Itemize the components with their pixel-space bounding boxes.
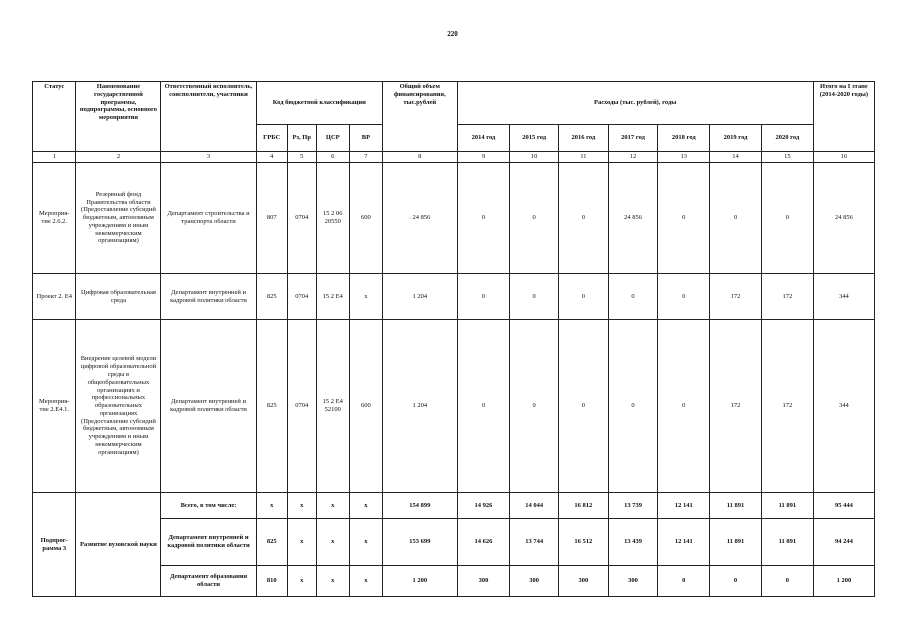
row-y2014: 14 926 — [457, 493, 510, 519]
row-y2014: 0 — [457, 274, 510, 320]
row-total: . 24 856 — [383, 163, 458, 274]
header-year: 2017 год — [608, 125, 658, 152]
row-stage: 94 244 — [813, 519, 874, 566]
row-y2015: 0 — [510, 274, 559, 320]
row-vr: x — [349, 274, 382, 320]
row-y2019: 11 891 — [710, 519, 762, 566]
header-year: 2019 год — [710, 125, 762, 152]
header-expenses: Расходы (тыс. рублей), годы — [457, 82, 813, 125]
row-y2019: 172 — [710, 320, 762, 493]
header-total-stage: Итого на I этапе (2014-2020 годы) — [813, 82, 874, 152]
row-y2016: 0 — [559, 163, 609, 274]
row-stage: 95 444 — [813, 493, 874, 519]
header-vr: ВР — [349, 125, 382, 152]
column-number: 2 — [76, 152, 161, 163]
row-name: Резервный фонд Правительства области (Предоставление субсидий бюджетным, автономным учреждениям и иным некоммерческим организациям) — [76, 163, 161, 274]
row-y2015: 300 — [510, 566, 559, 597]
row-csr: x — [316, 519, 349, 566]
row-y2016: 16 512 — [559, 519, 609, 566]
row-csr: x — [316, 493, 349, 519]
row-vr: x — [349, 493, 382, 519]
row-responsible: Департамент внутренней и кадровой политики области — [161, 320, 256, 493]
row-csr: x — [316, 566, 349, 597]
header-year: 2020 год — [761, 125, 813, 152]
row-y2020: 0 — [761, 163, 813, 274]
row-responsible: Департамент образования области — [161, 566, 256, 597]
row-y2015: 14 044 — [510, 493, 559, 519]
row-y2020: 11 891 — [761, 519, 813, 566]
row-y2017: 0 — [608, 320, 658, 493]
row-y2014: 14 626 — [457, 519, 510, 566]
header-rzpr: Рз, Пр — [287, 125, 316, 152]
row-csr: 15 2 Е4 52100 — [316, 320, 349, 493]
row-name: Внедрение целевой модели цифровой образовательной среды в общеобразовательных организациях и профессиональных образовательных организациях (Предоставление субсидий бюджетным, автономным учреждениям и иным некоммерческим организациям) — [76, 320, 161, 493]
row-responsible: Департамент внутренней и кадровой политики области — [161, 274, 256, 320]
row-grbs: 825 — [256, 519, 287, 566]
row-y2017: 13 439 — [608, 519, 658, 566]
column-number: 7 — [349, 152, 382, 163]
row-y2020: 172 — [761, 320, 813, 493]
header-csr: ЦСР — [316, 125, 349, 152]
row-y2018: 12 141 — [658, 519, 710, 566]
header-year: 2018 год — [658, 125, 710, 152]
row-status: Проект 2. Е4 — [33, 274, 76, 320]
row-y2019: 172 — [710, 274, 762, 320]
row-responsible: Всего, в том числе: — [161, 493, 256, 519]
table-row — [33, 493, 875, 519]
row-y2020: 0 — [761, 566, 813, 597]
row-y2017: 300 — [608, 566, 658, 597]
row-total: 1 204 — [383, 320, 458, 493]
column-number: 5 — [287, 152, 316, 163]
column-number-row — [33, 152, 875, 163]
row-name: Развитие вузовской науки — [76, 493, 161, 597]
row-responsible: Департамент строительства и транспорта области — [161, 163, 256, 274]
row-y2020: 172 — [761, 274, 813, 320]
page-number: 220 — [447, 30, 458, 38]
row-y2016: 0 — [559, 274, 609, 320]
row-rzpr: x — [287, 566, 316, 597]
column-number: 14 — [710, 152, 762, 163]
column-number: 10 — [510, 152, 559, 163]
row-y2014: 0 — [457, 320, 510, 493]
row-vr: 600 — [349, 163, 382, 274]
row-y2019: 0 — [710, 566, 762, 597]
row-grbs: 810 — [256, 566, 287, 597]
header-budget-code: Код бюджетной классификации — [256, 82, 382, 125]
header-grbs: ГРБС — [256, 125, 287, 152]
row-grbs: 825 — [256, 274, 287, 320]
row-y2020: 11 891 — [761, 493, 813, 519]
row-y2018: 0 — [658, 163, 710, 274]
table-row — [33, 274, 875, 320]
header-total-volume: Общий объем финансирования, тыс.рублей — [383, 82, 458, 152]
row-y2016: 16 812 — [559, 493, 609, 519]
header-responsible: Ответственный исполнитель, соисполнители, участники — [161, 82, 256, 152]
column-number: 16 — [813, 152, 874, 163]
row-y2019: 0 — [710, 163, 762, 274]
row-total: 153 699 — [383, 519, 458, 566]
column-number: 4 — [256, 152, 287, 163]
row-y2016: 300 — [559, 566, 609, 597]
row-y2014: 0 — [457, 163, 510, 274]
column-number: 13 — [658, 152, 710, 163]
header-name: Наименование государственной программы, подпрограммы, основного мероприятия — [76, 82, 161, 152]
row-y2017: 24 856 — [608, 163, 658, 274]
row-grbs: x — [256, 493, 287, 519]
table-row — [33, 163, 875, 274]
row-y2018: 12 141 — [658, 493, 710, 519]
row-vr: x — [349, 519, 382, 566]
row-total: 1 204 — [383, 274, 458, 320]
row-csr: 15 2 Е4 — [316, 274, 349, 320]
row-grbs: 807 — [256, 163, 287, 274]
row-rzpr: 0704 — [287, 320, 316, 493]
row-y2018: 0 — [658, 274, 710, 320]
table-row — [33, 320, 875, 493]
row-y2019: 11 891 — [710, 493, 762, 519]
row-responsible: Департамент внутренней и кадровой политики области — [161, 519, 256, 566]
row-rzpr: x — [287, 519, 316, 566]
row-total: 1 200 — [383, 566, 458, 597]
column-number: 15 — [761, 152, 813, 163]
header-status: Статус — [33, 82, 76, 152]
column-number: 1 — [33, 152, 76, 163]
row-rzpr: x — [287, 493, 316, 519]
row-stage: 344 — [813, 274, 874, 320]
column-number: 6 — [316, 152, 349, 163]
column-number: 12 — [608, 152, 658, 163]
row-y2018: 0 — [658, 320, 710, 493]
header-year: 2014 год — [457, 125, 510, 152]
row-status: Подпрог-рамма 3 — [33, 493, 76, 597]
row-rzpr: 0704 — [287, 163, 316, 274]
row-total: 154 899 — [383, 493, 458, 519]
row-y2015: 0 — [510, 320, 559, 493]
row-csr: 15 2 06 20550 — [316, 163, 349, 274]
row-y2016: 0 — [559, 320, 609, 493]
column-number: 3 — [161, 152, 256, 163]
row-stage: 344 — [813, 320, 874, 493]
row-y2017: 13 739 — [608, 493, 658, 519]
row-grbs: 825 — [256, 320, 287, 493]
header-year: 2015 год — [510, 125, 559, 152]
row-vr: x — [349, 566, 382, 597]
row-y2014: 300 — [457, 566, 510, 597]
column-number: 8 — [383, 152, 458, 163]
row-name: Цифровая образовательная среда — [76, 274, 161, 320]
row-y2018: 0 — [658, 566, 710, 597]
budget-table — [32, 81, 875, 597]
column-number: 11 — [559, 152, 609, 163]
column-number: 9 — [457, 152, 510, 163]
row-y2015: 0 — [510, 163, 559, 274]
header-year: 2016 год — [559, 125, 609, 152]
row-y2015: 13 744 — [510, 519, 559, 566]
row-stage: 24 856 — [813, 163, 874, 274]
row-stage: 1 200 — [813, 566, 874, 597]
row-status: Мероприя-тие 2.Е4.1. — [33, 320, 76, 493]
row-y2017: 0 — [608, 274, 658, 320]
row-rzpr: 0704 — [287, 274, 316, 320]
row-vr: 600 — [349, 320, 382, 493]
row-status: Мероприя-тие 2.6.2. — [33, 163, 76, 274]
